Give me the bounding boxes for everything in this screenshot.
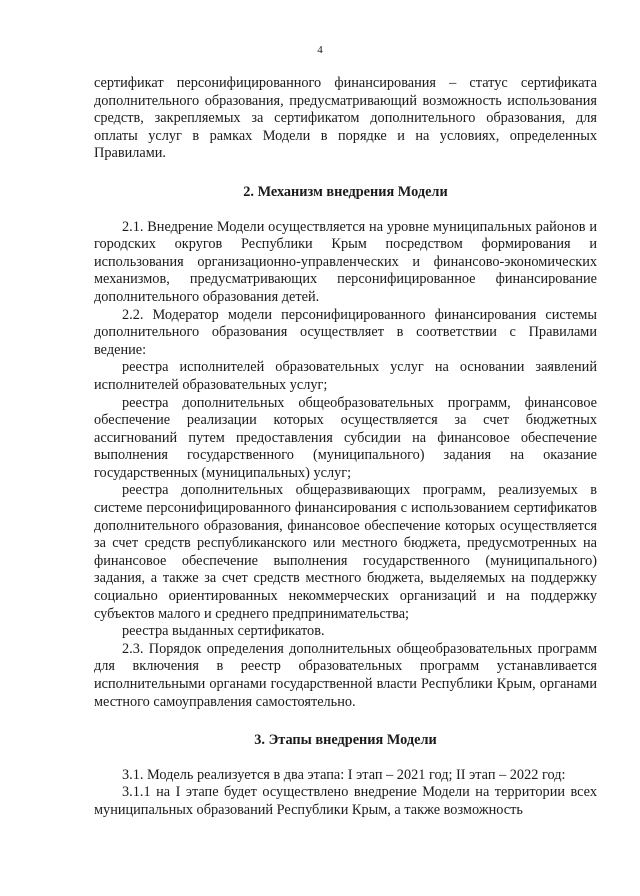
paragraph-3-1: 3.1. Модель реализуется в два этапа: I этап – 2021 год; II этап – 2022 год:: [122, 766, 566, 783]
intro-paragraph: сертификат персонифицированного финансирования – статус сертификата дополнительного образования, предусматривающий возможность использования средств, закрепляемых за сертификатом дополнительного образования, для оплаты услуг в рамках Модели в порядке и на условиях, определенных Правилами.: [94, 75, 597, 162]
paragraph-3-1-1: 3.1.1 на I этапе будет осуществлено внедрение Модели на территории всех муниципальных образований Республики Крым, а также возможность: [94, 784, 597, 818]
list-item-registry-developmental-programs: реестра дополнительных общеразвивающих программ, реализуемых в системе персонифицированного финансирования с использованием сертификатов дополнительного образования, финансовое обеспечение которых осуществляется за счет средств республиканского или местного бюджета, предусмотренных на финансовое обеспечение выполнения государственного (муниципального) задания, а также за счет средств местного бюджета, выделяемых на поддержку социально ориентированных некоммерческих организаций и на поддержку субъектов малого и среднего предпринимательства;: [94, 482, 597, 622]
list-item-registry-programs: реестра дополнительных общеобразовательных программ, финансовое обеспечение реализации которых осуществляется за счет бюджетных ассигнований путем предоставления субсидии на финансовое обеспечение выполнения государственного (муниципального) задания на оказание государственных (муниципальных) услуг;: [94, 394, 597, 481]
document-body: [94, 75, 597, 820]
section-3-heading: 3. Этапы внедрения Модели: [254, 732, 437, 749]
page-number: 4: [317, 44, 323, 56]
paragraph-2-2: 2.2. Модератор модели персонифицированного финансирования системы дополнительного образования осуществляет в соответствии с Правилами ведение:: [94, 306, 597, 358]
paragraph-2-1: 2.1. Внедрение Модели осуществляется на уровне муниципальных районов и городских округов Республики Крым посредством формирования и использования организационно-управленческих и финансово-экономических механизмов, предусматривающих персонифицированное финансирование дополнительного образования детей.: [94, 218, 597, 305]
list-item-registry-executors: реестра исполнителей образовательных услуг на основании заявлений исполнителей образовательных услуг;: [94, 359, 597, 393]
paragraph-2-3: 2.3. Порядок определения дополнительных общеобразовательных программ для включения в реестр образовательных программ устанавливается исполнительными органами государственной власти Республики Крым, органами местного самоуправления самостоятельно.: [94, 640, 597, 710]
list-item-registry-certificates: реестра выданных сертификатов.: [122, 623, 325, 640]
section-2-heading: 2. Механизм внедрения Модели: [243, 183, 448, 200]
